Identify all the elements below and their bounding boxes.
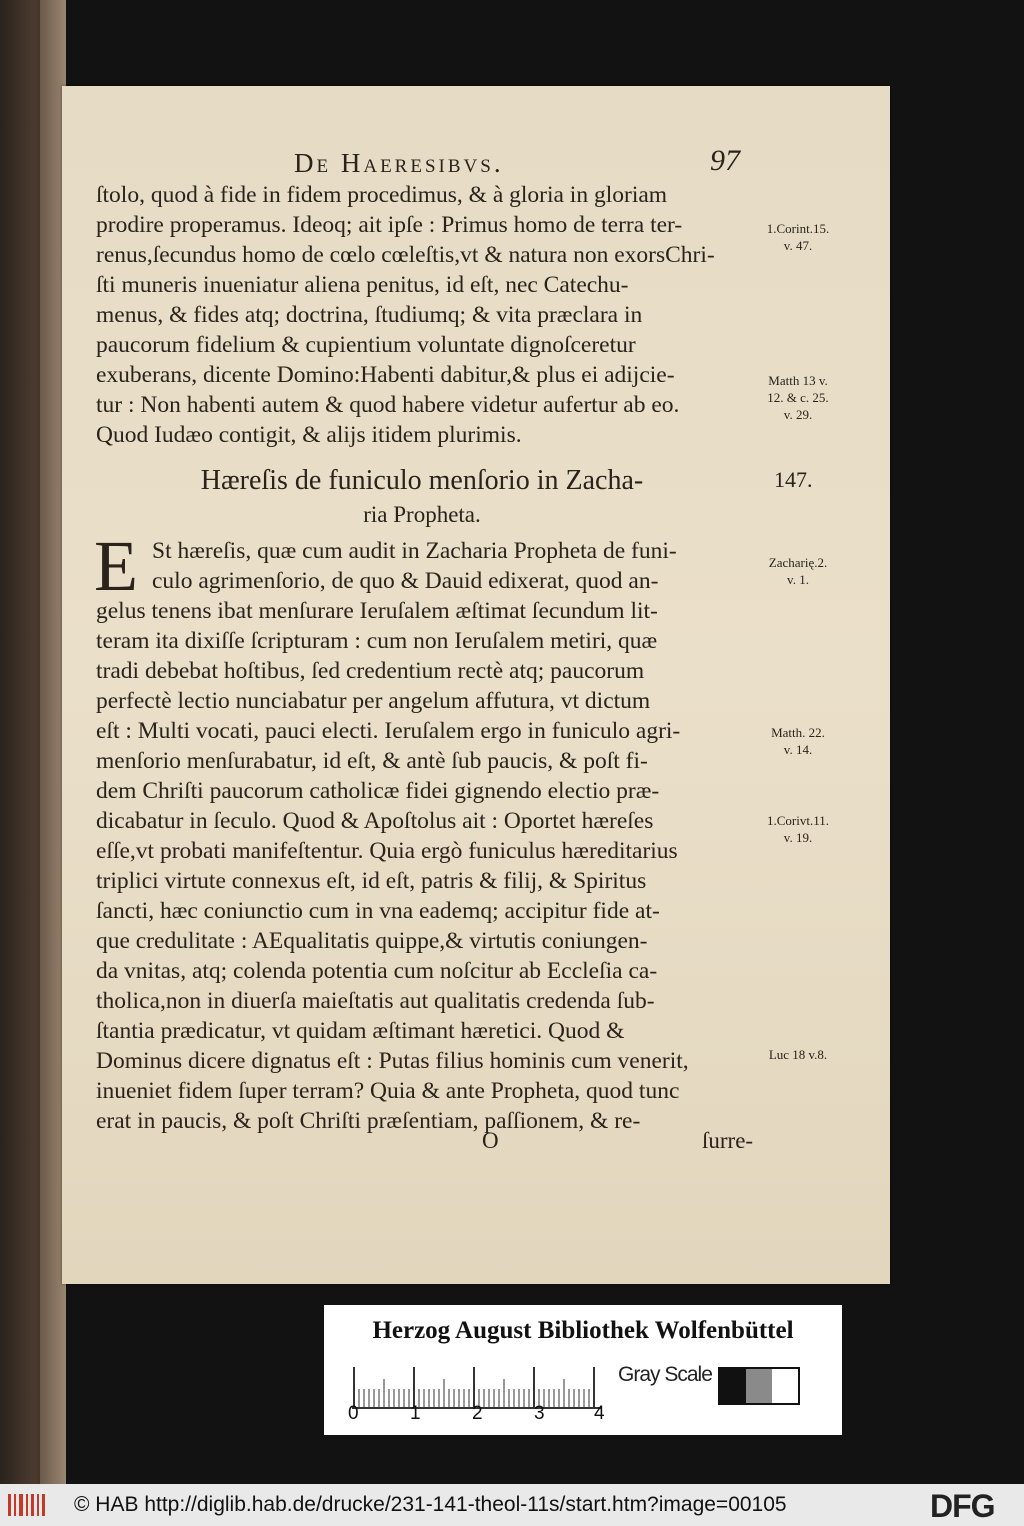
text-line: que credulitate : AEqualitatis quippe,& virtutis coniungen- [96,928,648,954]
ruler-label: 3 [534,1403,545,1424]
text-line: menſorio menſurabatur, id eſt, & antè ſub paucis, & poſt fi- [96,748,648,774]
margin-note [754,372,842,423]
margin-note-line: 1.Corint.15. [766,221,830,236]
margin-note [754,554,842,588]
text-line: exuberans, dicente Domino:Habenti dabitur,& plus ei adijcie- [96,362,675,388]
margin-note-line: 1.Corivt.11. [767,813,829,828]
margin-note [754,724,842,758]
text-line: da vnitas, atq; colenda potentia cum noſcitur ab Eccleſia ca- [96,958,658,984]
signature-mark: O [482,1128,499,1153]
margin-note [754,1046,842,1063]
gray-swatch [746,1369,772,1403]
margin-note-line: v. 1. [787,572,809,587]
text-line: tholica,non in diuerſa maieſtatis aut qualitatis credenda ſub- [96,988,655,1014]
gray-scale-label: Gray Scale [618,1363,712,1386]
footer-bar [0,1484,1024,1526]
text-line: dicabatur in ſeculo. Quod & Apoſtolus ait : Oportet hæreſes [96,808,654,834]
text-line: gelus tenens ibat menſurare Ieruſalem æſtimat ſecundum lit- [96,598,658,624]
text-line: St hæreſis, quæ cum audit in Zacharia Propheta de funi- [152,538,677,564]
drop-cap: E [94,526,138,606]
heading-line: Hæreſis de funiculo menſorio in Zacha- [200,465,644,496]
text-line: inueniet fidem ſuper terram? Quia & ante Propheta, quod tunc [96,1078,680,1104]
gray-scale-bar [718,1367,800,1405]
copyright-url[interactable]: © HAB http://diglib.hab.de/drucke/231-141-theol-11s/start.htm?image=00105 [74,1493,787,1516]
ruler-label: 0 [348,1403,359,1424]
text-block-top [96,180,756,450]
running-head [62,144,890,182]
text-line: triplici virtute connexus eſt, id eſt, patris & filij, & Spiritus [96,868,647,894]
gray-swatch [720,1369,746,1403]
text-line: menus, & fides atq; doctrina, ſtudiumq; & vita præclara in [96,302,643,328]
ruler-label: 4 [594,1403,605,1424]
ruler-label: 1 [410,1403,421,1424]
text-line: Quod Iudæo contigit, & alijs itidem plurimis. [96,422,522,448]
text-line: dem Chriſti paucorum catholicæ fidei gignendo electio præ- [96,778,660,804]
margin-note-line: 12. & c. 25. [767,390,829,405]
heading-number: 147. [774,467,813,492]
section-heading [142,464,702,532]
ruler-ticks [352,1363,602,1407]
text-line: ſtantia prædicatur, vt quidam æſtimant hæretici. Quod & [96,1018,625,1044]
margin-note-line: Matth. 22. [771,725,825,740]
text-line: Dominus dicere dignatus eſt : Putas filius hominis cum venerit, [96,1048,689,1074]
text-line: prodire properamus. Ideoq; ait ipſe : Primus homo de terra ter- [96,212,683,238]
gray-swatch [772,1369,798,1403]
running-head-title: De Haeresibvs. [294,148,504,178]
heading-line: ria Propheta. [363,502,481,527]
text-line: erat in paucis, & poſt Chriſti præſentiam, paſſionem, & re- [96,1108,641,1134]
text-line: tradi debebat hoſtibus, ſed credentium rectè atq; paucorum [96,658,645,684]
dfg-logo: DFG [930,1488,995,1524]
margin-note-line: v. 14. [783,742,813,757]
text-line: eſt : Multi vocati, pauci electi. Ieruſalem ergo in funiculo agri- [96,718,681,744]
margin-note-line: Luc 18 v.8. [768,1047,828,1062]
color-reference-plate [324,1305,842,1435]
margin-note [754,812,842,846]
margin-note-line: v. 47. [783,238,813,253]
text-line: ſtolo, quod à fide in fidem procedimus, & à gloria in gloriam [96,182,668,208]
margin-note-line: v. 29. [783,407,813,422]
text-line: ſancti, hæc coniunctio cum in vna eademq; accipitur fide at- [96,898,660,924]
text-line: teram ita dixiſſe ſcripturam : cum non Ieruſalem metiri, quæ [96,628,658,654]
text-line: paucorum fidelium & cupientium voluntate dignoſceretur [96,332,636,358]
margin-note [754,220,842,254]
ruler-label: 2 [472,1403,483,1424]
text-block-main [94,526,756,1136]
margin-note-line: Matth 13 v. [768,373,828,388]
margin-note-line: Zacharię.2. [768,555,828,570]
text-line: ſti muneris inueniatur aliena penitus, id eſt, nec Catechu- [96,272,629,298]
text-line: perfectè lectio nunciabatur per angelum affutura, vt dictum [96,688,651,714]
text-line: culo agrimenſorio, de quo & Dauid edixerat, quod an- [152,568,659,594]
book-page [62,86,890,1284]
barcode-icon [6,1492,48,1518]
text-line: eſſe,vt probati manifeſtentur. Quia ergò funiculus hæreditarius [96,838,678,864]
text-line: renus,ſecundus homo de cœlo cœleſtis,vt & natura non exorsChri- [96,242,715,268]
catchword: ſurre- [702,1128,754,1153]
page-number: 97 [710,144,740,177]
plate-title: Herzog August Bibliothek Wolfenbüttel [372,1317,794,1344]
margin-note-line: v. 19. [783,830,813,845]
text-line: tur : Non habenti autem & quod habere videtur aufertur ab eo. [96,392,680,418]
